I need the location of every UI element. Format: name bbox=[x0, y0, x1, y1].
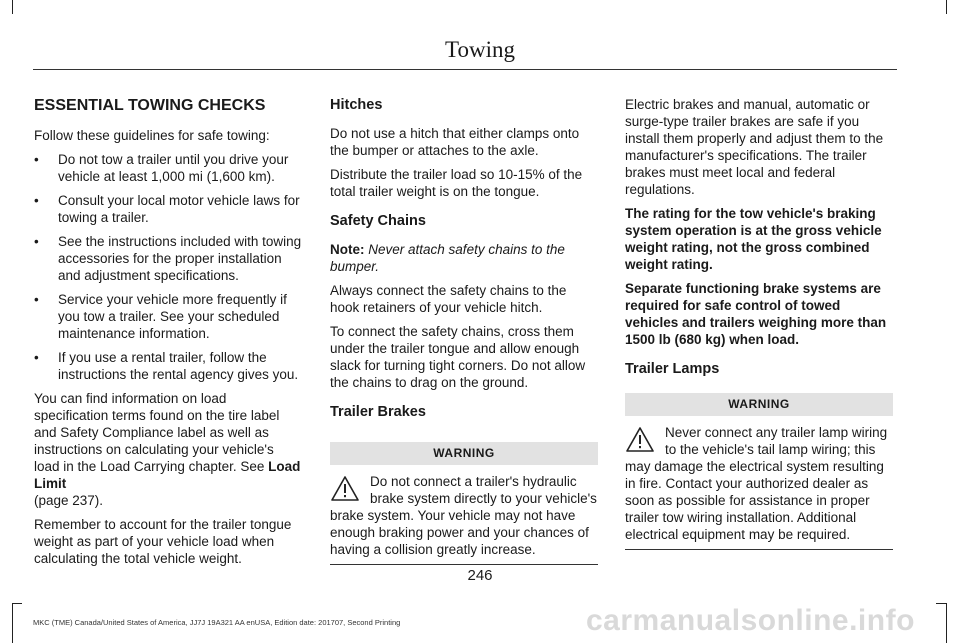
crop-mark bbox=[936, 603, 946, 604]
braking-rating-paragraph: The rating for the tow vehicle's braking system operation is at the gross vehicle weight rating, not the gross combined weight rating. bbox=[625, 206, 882, 272]
warning-box bbox=[625, 424, 893, 550]
trailer-brakes-heading: Trailer Brakes bbox=[330, 404, 426, 420]
warning-text: Never connect any trailer lamp wiring to the vehicle's tail lamp wiring; this may damage the electrical system resulting in fire. Contact your authorized dealer as soon as possible for assistance in proper trailer tow wiring installation. Additional electrical equipment may be required. bbox=[625, 425, 888, 542]
list-item: • Consult your local motor vehicle laws for towing a trailer. bbox=[34, 192, 302, 226]
chains-paragraph-1: Always connect the safety chains to the hook retainers of your vehicle hitch. bbox=[330, 283, 567, 315]
page-number: 246 bbox=[467, 567, 493, 584]
page-reference: (page 237). bbox=[34, 493, 104, 508]
page-title: Towing bbox=[445, 37, 515, 62]
column-3 bbox=[625, 96, 893, 558]
hitches-heading: Hitches bbox=[330, 97, 383, 113]
trailer-lamps-heading: Trailer Lamps bbox=[625, 361, 720, 377]
warning-header: WARNING bbox=[330, 442, 598, 465]
crop-mark bbox=[12, 603, 22, 604]
watermark: carmanualsonline.info bbox=[586, 604, 915, 637]
load-info-text: You can find information on load specification terms found on the tire label and Safety Compliance label as well as instructions on calculating your vehicle's load in the Load Carrying chapter. See bbox=[34, 391, 280, 474]
tongue-weight-paragraph: Remember to account for the trailer tongue weight as part of your vehicle load when calculating the total vehicle weight. bbox=[34, 517, 292, 566]
warning-triangle-icon bbox=[625, 426, 655, 453]
crop-mark bbox=[946, 0, 947, 14]
hitches-paragraph-1: Do not use a hitch that either clamps onto the bumper or attaches to the axle. bbox=[330, 126, 580, 158]
warning-box bbox=[330, 473, 598, 565]
list-item: • Do not tow a trailer until you drive your vehicle at least 1,000 mi (1,600 km). bbox=[34, 151, 302, 185]
column-1 bbox=[34, 96, 302, 574]
hitches-paragraph-2: Distribute the trailer load so 10-15% of the total trailer weight is on the tongue. bbox=[330, 167, 583, 199]
safety-chains-heading: Safety Chains bbox=[330, 213, 426, 229]
chains-note bbox=[330, 241, 598, 275]
crop-mark bbox=[12, 0, 13, 14]
separate-brakes-paragraph: Separate functioning brake systems are required for safe control of towed vehicles and trailers weighing more than 1500 lb (680 kg) when load. bbox=[625, 281, 887, 347]
note-text: Never attach safety chains to the bumper. bbox=[330, 242, 565, 274]
list-item: • See the instructions included with towing accessories for the proper installation and adjustment specifications. bbox=[34, 233, 302, 284]
note-label: Note: bbox=[330, 242, 365, 257]
column-2 bbox=[330, 96, 598, 573]
guidelines-list bbox=[34, 151, 302, 383]
list-item: • Service your vehicle more frequently if you tow a trailer. See your scheduled maintenance information. bbox=[34, 291, 302, 342]
header-rule bbox=[33, 69, 897, 70]
chains-paragraph-2: To connect the safety chains, cross them under the trailer tongue and allow enough slack for turning tight corners. Do not allow the chains to drag on the ground. bbox=[330, 324, 586, 390]
crop-mark bbox=[946, 603, 947, 643]
load-limit-link[interactable]: Load Limit bbox=[34, 459, 301, 491]
intro-text: Follow these guidelines for safe towing: bbox=[34, 128, 270, 143]
section-heading: ESSENTIAL TOWING CHECKS bbox=[34, 97, 266, 114]
crop-mark bbox=[12, 603, 13, 643]
warning-triangle-icon bbox=[330, 475, 360, 502]
load-info-paragraph bbox=[34, 390, 302, 509]
footer-text: MKC (TME) Canada/United States of America, JJ7J 19A321 AA enUSA, Edition date: 201707, Second Printing bbox=[33, 618, 401, 627]
warning-text: Do not connect a trailer's hydraulic brake system directly to your vehicle's brake system. Your vehicle may not have enough braking power and your chances of having a collision greatly increase. bbox=[330, 474, 597, 557]
warning-header: WARNING bbox=[625, 393, 893, 416]
electric-brakes-paragraph: Electric brakes and manual, automatic or surge-type trailer brakes are safe if you install them properly and adjust them to the manufacturer's specifications. The trailer brakes must meet local and federal regulations. bbox=[625, 97, 884, 197]
list-item: • If you use a rental trailer, follow the instructions the rental agency gives you. bbox=[34, 349, 302, 383]
